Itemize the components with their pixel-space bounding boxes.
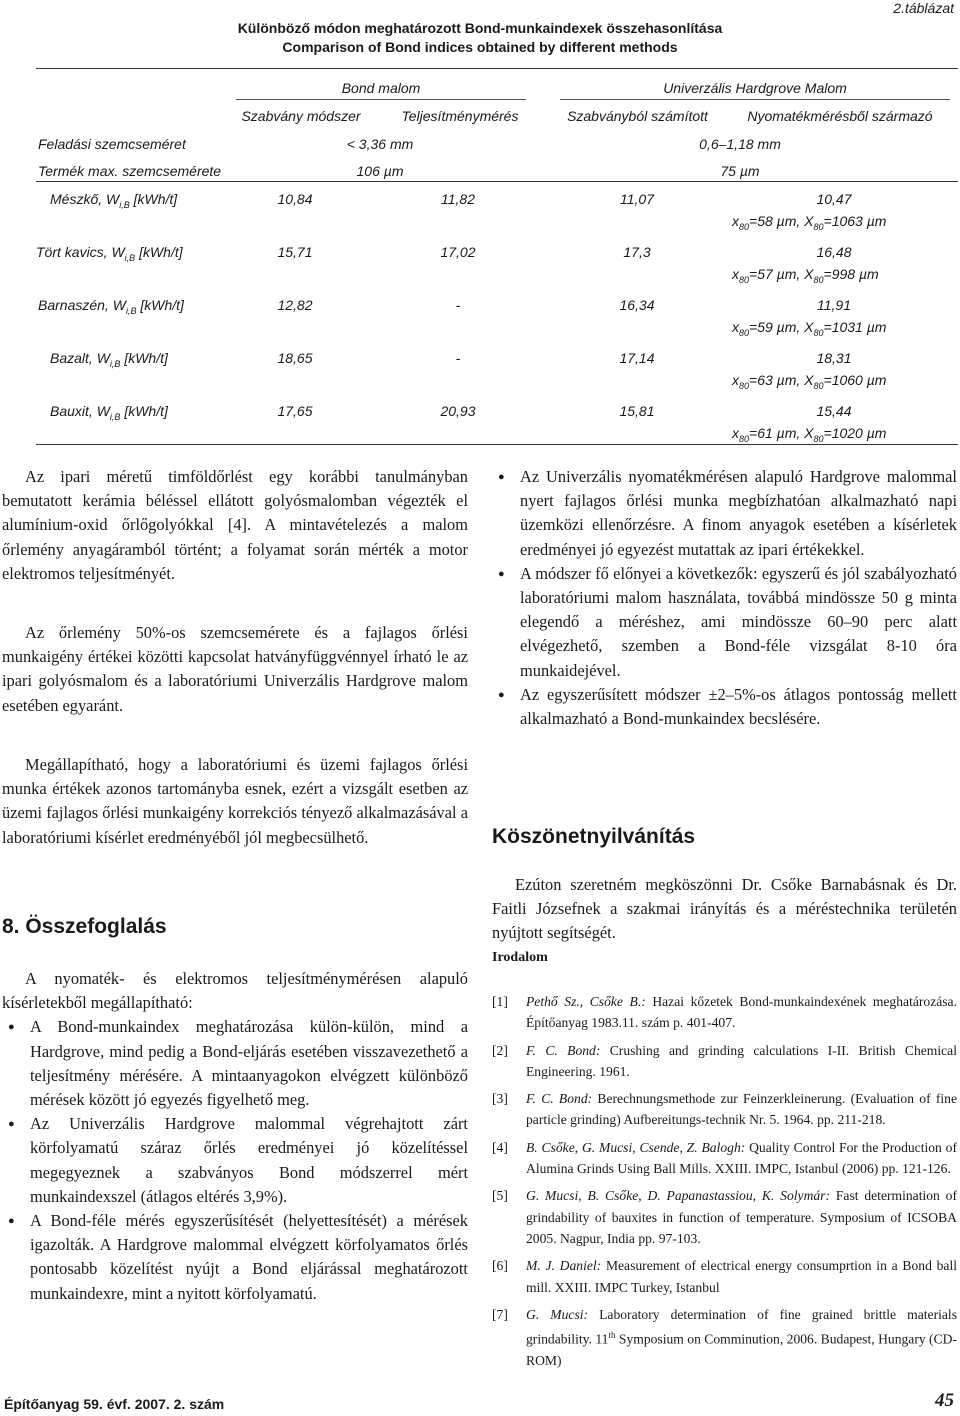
- row-label: Mészkő, $W_{i,B}$ [kWh/t]: [50, 191, 178, 210]
- paragraph: A nyomaték- és elektromos teljesítménymérésen alapuló kísérletekből megállapítható:: [2, 969, 468, 1013]
- header-hardgrove-mill: Univerzális Hardgrove Malom: [663, 80, 847, 96]
- reference-item: [7] G. Mucsi: Laboratory determination of fine grained brittle materials grindability. 11th Symposium on Comminution, 2006. Budapest, Hungary (CD-ROM): [492, 1306, 957, 1368]
- reference-item: [2] F. C. Bond: Crushing and grinding calculations I-II. British Chemical Engineering. 1961.: [492, 1042, 957, 1079]
- left-column: [2, 753, 468, 850]
- table-header-rule: [36, 181, 958, 182]
- feed-size-bond: < 3,36 mm: [346, 136, 414, 152]
- cell-power: 20,93: [440, 403, 476, 419]
- summary-list-continued: [492, 465, 957, 731]
- cell-standard: 12,82: [277, 297, 313, 313]
- cell-standard: 10,84: [277, 191, 313, 207]
- paragraph: Az ipari méretű timföldőrlést egy korábbi tanulmányban bemutatott kerámia béléssel ellátott golyósmalomban végezték el alumínium-oxid őrlőgolyókkal [4]. A mintavételezés a malom őrlemény anyagáramból történt; a folyamat során mérték a motor elektromos teljesítményét.: [2, 467, 468, 583]
- cell-power: 11,82: [441, 191, 475, 207]
- header-standard-method: Szabvány módszer: [241, 108, 361, 124]
- feed-size-label: Feladási szemcseméret: [38, 136, 186, 152]
- header-bond-underline: [236, 99, 526, 100]
- list-item: ● A Bond-munkaindex meghatározása külön-külön, mind a Hardgrove, mind pedig a Bond-eljárás esetében visszavezethető a teljesítmény mérésére. A mintaanyagokon elvégzett különböző mérések között jó egyezés figyelhető meg.: [2, 1015, 468, 1112]
- reference-item: [4] B. Csőke, G. Mucsi, Csende, Z. Balogh: Quality Control For the Production of Alumina Grinds Using Ball Mills. XXIII. IMPC, Istanbul (2006) pp. 121-126.: [492, 1139, 957, 1177]
- row-label: Barnaszén, $W_{i,B}$ [kWh/t]: [38, 297, 184, 316]
- acknowledgement: [492, 873, 957, 946]
- row-label: Bauxit, $W_{i,B}$ [kWh/t]: [50, 403, 168, 422]
- left-column: [2, 621, 468, 718]
- list-item: ● A Bond-féle mérés egyszerűsítését (helyettesítését) a mérések igazolták. A Hardgrove malommal elvégzett körfolyamatos őrlés pontosabb közelítést nyújt a Bond eljárással meghatározott munkaindexre, mint a nyitott körfolyamatú.: [2, 1209, 468, 1306]
- cell-standard: 17,65: [277, 403, 313, 419]
- cell-calculated: 15,81: [619, 403, 655, 419]
- left-column: [2, 967, 468, 1306]
- reference-item: [6] M. J. Daniel: Measurement of electrical energy consumprtion in a Bond ball mill. XXIII. IMPC Turkey, Istanbul: [492, 1258, 957, 1295]
- cell-torque: 16,48: [816, 244, 852, 260]
- reference-item: [3] F. C. Bond: Berechnungsmethode zur Feinzerkleinerung. (Evaluation of fine particle grinding) Aufbereitungs-technik Nr. 5. 1964. pp. 211-218.: [492, 1091, 957, 1128]
- cell-power: 17,02: [440, 244, 476, 260]
- row-label: Tört kavics, $W_{i,B}$ [kWh/t]: [36, 244, 183, 263]
- feed-size-hardgrove: 0,6–1,18 mm: [699, 136, 781, 152]
- references-heading: Irodalom: [492, 950, 548, 965]
- right-column: [492, 465, 957, 731]
- cell-torque: 11,91: [817, 297, 851, 313]
- cell-x80: $x_{80}=58$ µm, $X_{80}=1063$ µm: [732, 213, 887, 232]
- page-number: 45: [935, 1390, 954, 1411]
- cell-x80: $x_{80}=63$ µm, $X_{80}=1060$ µm: [732, 372, 887, 391]
- cell-torque: 18,31: [816, 350, 852, 366]
- paragraph: Megállapítható, hogy a laboratóriumi és üzemi fajlagos őrlési munka értékek azonos tartományba esnek, ezért a vizsgált esetben az üzemi fajlagos őrlési munkaigény korrekciós tényező alkalmazásával a laboratóriumi kísérlet eredményéből jól megbecsülhető.: [2, 755, 468, 847]
- cell-calculated: 11,07: [620, 191, 654, 207]
- reference-list: [492, 991, 957, 1377]
- product-size-bond: 106 µm: [356, 163, 404, 179]
- reference-item: [1] Pethő Sz., Csőke B.: Hazai kőzetek Bond-munkaindexének meghatározása. Építőanyag 1983.11. szám p. 401-407.: [492, 994, 957, 1031]
- header-power-measurement: Teljesítménymérés: [401, 108, 519, 124]
- header-calculated-from-standard: Szabványból számított: [567, 108, 708, 124]
- reference-item: [5] G. Mucsi, B. Csőke, D. Papanastassiou, K. Solymár: Fast determination of grindability of bauxites in function of temperature. Symposium of ICSOBA 2005. Nagpur, India pp. 97-103.: [492, 1188, 957, 1246]
- paragraph: Ezúton szeretném megköszönni Dr. Csőke Barnabásnak és Dr. Faitli Józsefnek a szakmai irányítás és a méréstechnika területén nyújtott segítségét.: [492, 875, 957, 943]
- row-label: Bazalt, $W_{i,B}$ [kWh/t]: [50, 350, 168, 369]
- acknowledgement-heading: Köszönetnyilvánítás: [492, 825, 696, 848]
- cell-power: -: [455, 350, 461, 366]
- journal-footer: Építőanyag 59. évf. 2007. 2. szám: [4, 1396, 225, 1412]
- paragraph: Az őrlemény 50%-os szemcsemérete és a fajlagos őrlési munkaigény értékei közötti kapcsolat hatványfüggvénnyel írható le az ipari golyósmalom és a laboratóriumi Univerzális Hardgrove malom esetében egyaránt.: [2, 623, 468, 715]
- header-bond-mill: Bond malom: [341, 80, 421, 96]
- table-title-hungarian: Különböző módon meghatározott Bond-munkaindexek összehasonlítása: [237, 20, 723, 36]
- cell-power: -: [455, 297, 461, 313]
- cell-calculated: 17,3: [623, 244, 651, 260]
- cell-standard: 15,71: [277, 244, 313, 260]
- list-item: ● A módszer fő előnyei a következők: egyszerű és jól szabályozható laboratóriumi malom használata, továbbá mindössze 50 g minta elegendő a méréshez, ami mindössze 60–90 perc alatt elvégezhető, szemben a Bond-féle vizsgálat 8-10 óra munkaidejével.: [492, 562, 957, 683]
- cell-x80: $x_{80}=61$ µm, $X_{80}=1020$ µm: [732, 425, 887, 444]
- cell-x80: $x_{80}=57$ µm, $X_{80}=998$ µm: [732, 266, 879, 285]
- cell-calculated: 16,34: [619, 297, 655, 313]
- cell-torque: 15,44: [816, 403, 852, 419]
- table-number: 2.táblázat: [893, 0, 954, 16]
- list-item: ● Az egyszerűsített módszer ±2–5%-os átlagos pontosság mellett alkalmazható a Bond-munkaindex becslésére.: [492, 683, 957, 731]
- header-hardgrove-underline: [560, 99, 950, 100]
- cell-standard: 18,65: [277, 350, 313, 366]
- section-heading: 8. Összefoglalás: [2, 915, 167, 938]
- table-top-rule: [36, 68, 958, 69]
- summary-list: [2, 1015, 468, 1305]
- table-bottom-rule: [36, 444, 958, 445]
- header-torque-measurement: Nyomatékmérésből származó: [747, 108, 933, 124]
- table-title-english: Comparison of Bond indices obtained by different methods: [282, 39, 678, 55]
- cell-x80: $x_{80}=59$ µm, $X_{80}=1031$ µm: [732, 319, 887, 338]
- cell-torque: 10,47: [816, 191, 852, 207]
- list-item: ● Az Univerzális Hardgrove malommal végrehajtott zárt körfolyamatú száraz őrlés eredményei jó közelítéssel megegyeznek a szabványos Bond módszerrel mért munkaindexszel (átlagos eltérés 3,9%).: [2, 1112, 468, 1209]
- product-size-label: Termék max. szemcsemérete: [38, 163, 222, 179]
- left-column: [2, 465, 468, 586]
- cell-calculated: 17,14: [619, 350, 655, 366]
- product-size-hardgrove: 75 µm: [720, 163, 760, 179]
- list-item: ● Az Univerzális nyomatékmérésen alapuló Hardgrove malommal nyert fajlagos őrlési munka megbízhatóan alkalmazható napi üzemközi ellenőrzésre. A finom anyagok esetében a kísérletek eredményei jó egyezést mutattak az ipari értékekkel.: [492, 465, 957, 562]
